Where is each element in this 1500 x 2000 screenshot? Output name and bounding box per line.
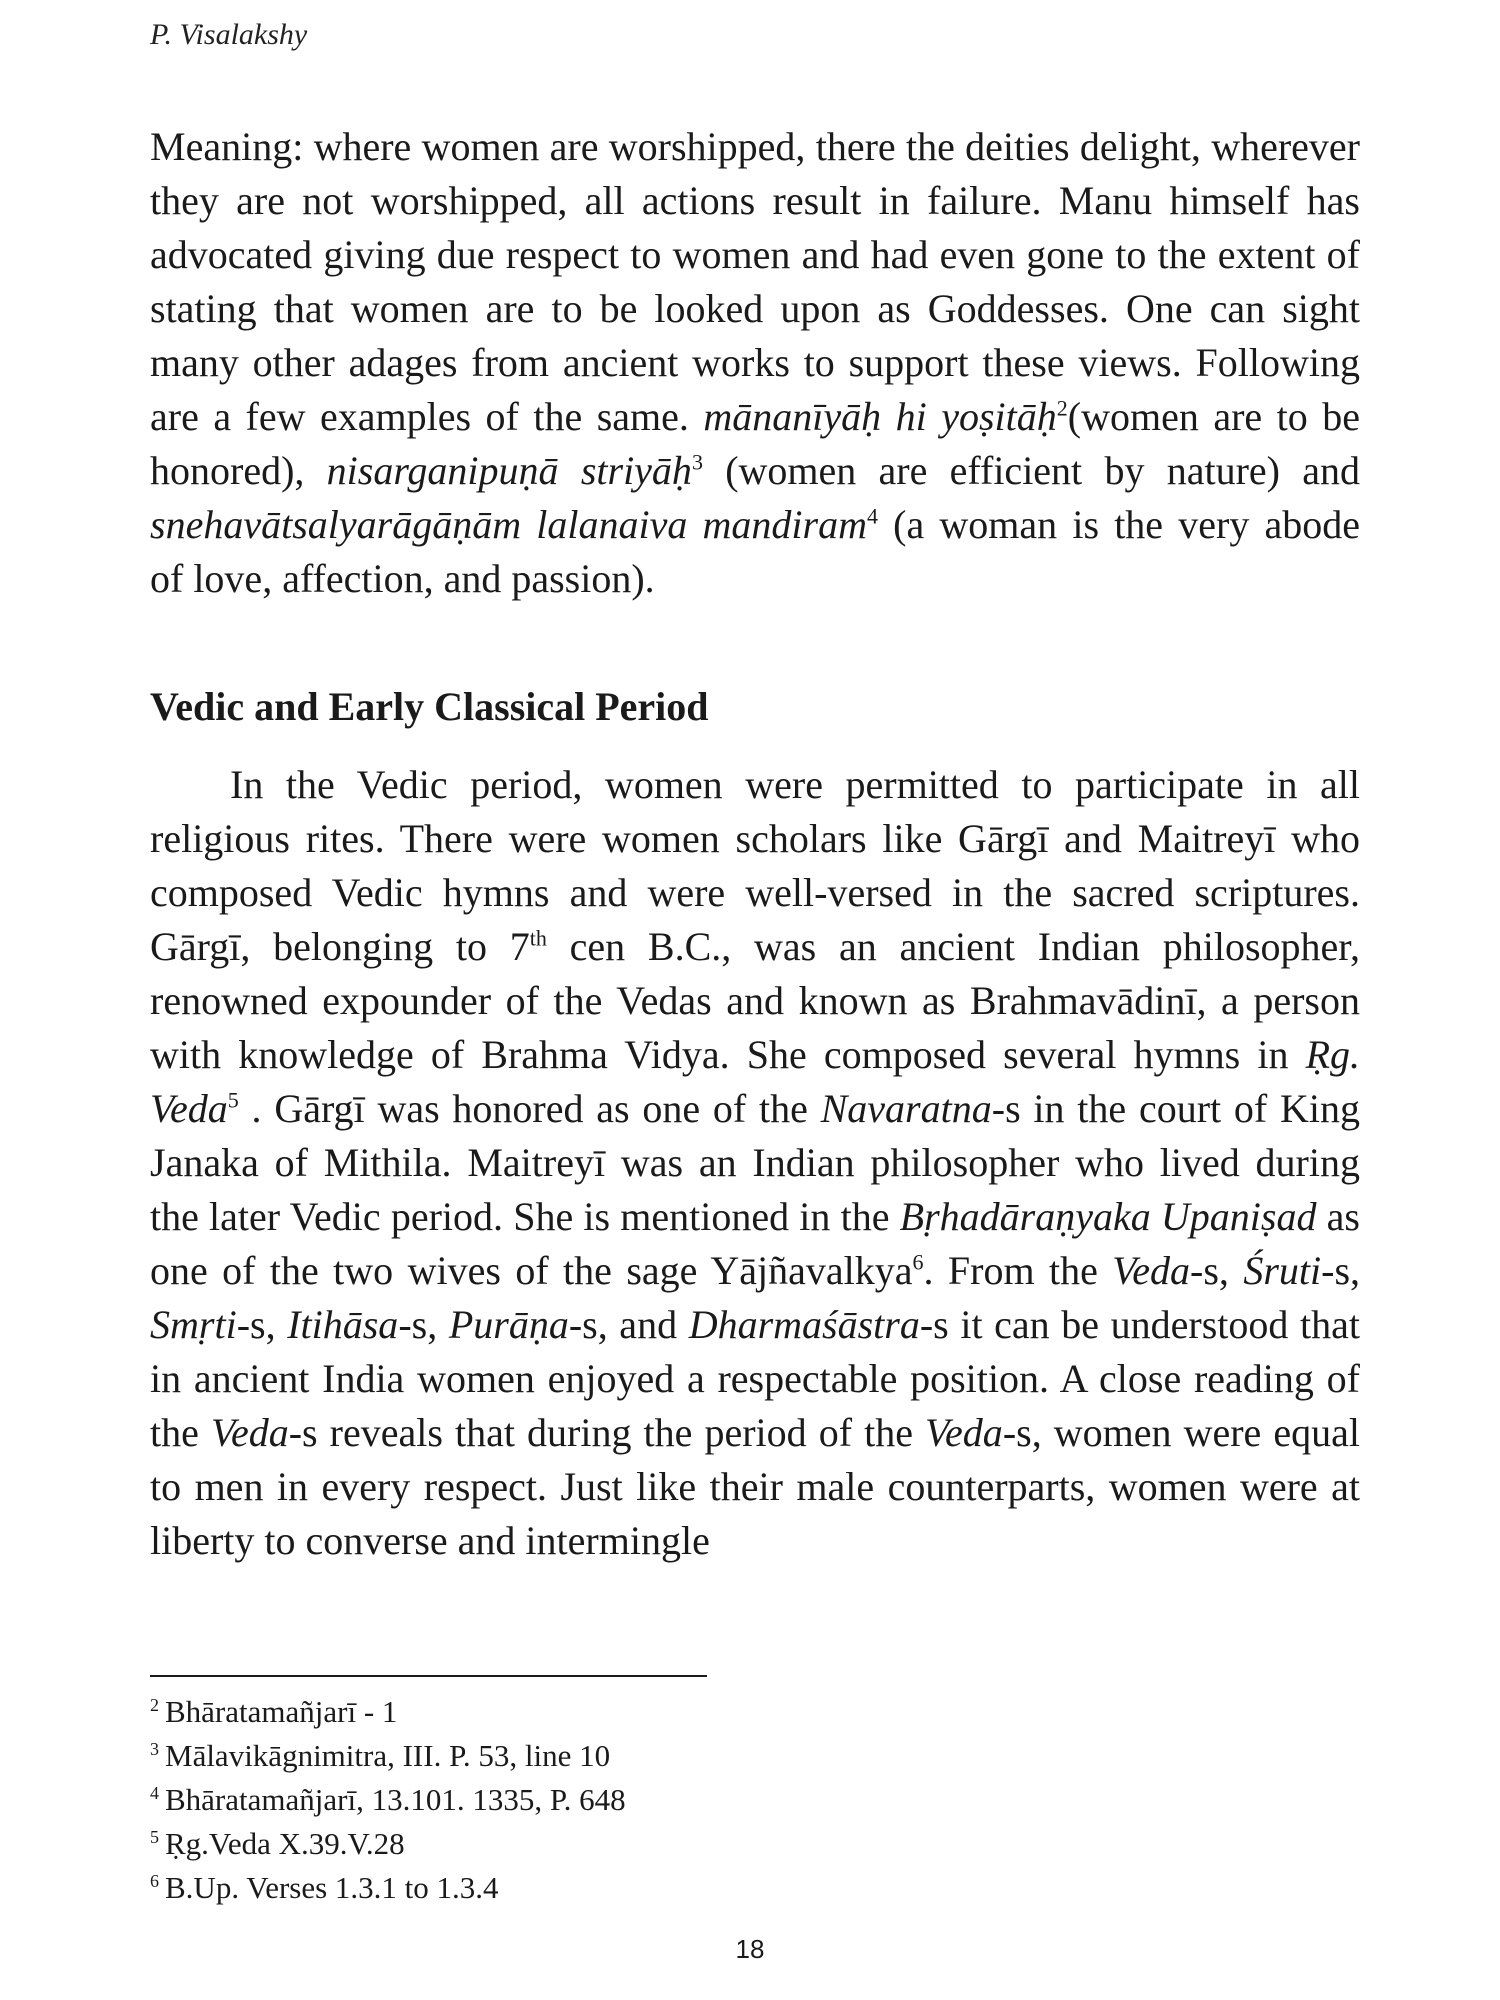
footnote-divider <box>150 1675 707 1677</box>
italic-term: Veda <box>1112 1248 1191 1293</box>
text-run: cen B.C., was an ancient Indian philosopher, renowned expounder of the Vedas and known as Brahmavādinī, a person with knowledge of Brahma Vidya. She composed several hymns in <box>150 924 1360 1077</box>
text-run: . From the <box>923 1248 1113 1293</box>
footnote-number: 2 <box>150 1694 159 1715</box>
footnote-number: 5 <box>150 1826 159 1847</box>
footnote-item <box>150 1734 1050 1778</box>
footnote-ref: 2 <box>1056 395 1068 421</box>
section-heading: Vedic and Early Classical Period <box>150 684 709 729</box>
footnote-text: Mālavikāgnimitra, III. P. 53, line 10 <box>165 1738 611 1773</box>
text-run: -s, and <box>568 1302 689 1347</box>
text-run: (a woman is the very abode of love, affection, and passion). <box>150 502 1360 601</box>
italic-term: Purāṇa <box>448 1302 569 1347</box>
footnote-number: 4 <box>150 1782 159 1803</box>
text-run: -s reveals that during the period of the <box>288 1410 926 1455</box>
page-number: 18 <box>735 1934 765 1964</box>
text-run: -s it can be understood that in ancient India women enjoyed a respectable position. A close reading of the <box>150 1302 1361 1455</box>
italic-term: Śruti <box>1243 1248 1322 1293</box>
text-run: Meaning: where women are worshipped, there the deities delight, wherever they are not worshipped, all actions result in failure. Manu himself has advocated giving due respect to women and had even gone to the extent of stating that women are to be looked upon as Goddesses. One can sight many other adages from ancient works to support these views. Following are a few examples of the same. <box>150 124 1360 439</box>
sanskrit-term: nisarganipuṇā striyāḥ <box>326 448 692 493</box>
footnotes <box>150 1690 1050 1910</box>
footnote-text: Bhāratamañjarī - 1 <box>165 1694 398 1729</box>
footnote-number: 6 <box>150 1870 159 1891</box>
footnote-item <box>150 1822 1050 1866</box>
paragraph-meaning <box>150 120 1360 606</box>
text-run: -s, <box>236 1302 288 1347</box>
footnote-ref: 6 <box>912 1249 924 1275</box>
running-head-author: P. Visalakshy <box>150 18 308 51</box>
footnote-item <box>150 1866 1050 1910</box>
footnote-ref: 5 <box>227 1087 239 1113</box>
italic-term: Navaratna <box>820 1086 992 1131</box>
footnote-text: Ṛg.Veda X.39.V.28 <box>165 1826 405 1861</box>
paragraph-vedic-period <box>150 758 1360 1568</box>
italic-term: Veda <box>925 1410 1003 1455</box>
text-run: . Gārgī was honored as one of the <box>238 1086 821 1131</box>
italic-term: Smṛti <box>150 1302 237 1347</box>
footnote-ref: 3 <box>691 449 703 475</box>
text-run: -s in the court of King Janaka of Mithila. Maitreyī was an Indian philosopher who lived during the later Vedic period. She is mentioned in the <box>150 1086 1360 1239</box>
text-run: -s, women were equal to men in every respect. Just like their male counterparts, women were at liberty to converse and intermingle <box>150 1410 1360 1563</box>
italic-term: Dharmaśāstra <box>688 1302 920 1347</box>
text-run: In the Vedic period, women were permitted to participate in all religious rites. There were women scholars like Gārgī and Maitreyī who composed Vedic hymns and were well-versed in the sacred scriptures. Gārgī, belonging to 7 <box>150 762 1360 969</box>
footnote-item <box>150 1690 1050 1734</box>
footnote-item <box>150 1778 1050 1822</box>
text-run: -s, <box>1321 1248 1361 1293</box>
italic-term: Bṛhadāraṇyaka Upaniṣad <box>899 1194 1317 1239</box>
italic-term: Veda <box>210 1410 289 1455</box>
footnote-ref: 4 <box>866 503 878 529</box>
italic-term: Itihāsa <box>287 1302 399 1347</box>
footnote-number: 3 <box>150 1738 159 1759</box>
text-run: -s, <box>398 1302 449 1347</box>
footnote-text: Bhāratamañjarī, 13.101. 1335, P. 648 <box>165 1782 626 1817</box>
text-run: -s, <box>1190 1248 1244 1293</box>
sanskrit-term: mānanīyāḥ hi yoṣitāḥ <box>703 394 1057 439</box>
text-run: as one of the two wives of the sage Yājñavalkya <box>150 1194 1360 1293</box>
footnote-text: B.Up. Verses 1.3.1 to 1.3.4 <box>165 1870 499 1905</box>
ordinal-superscript: th <box>529 925 547 951</box>
text-run: (women are to be honored), <box>150 394 1360 493</box>
text-run: (women are efficient by nature) and <box>702 448 1360 493</box>
sanskrit-term: snehavātsalyarāgāṇām lalanaiva mandiram <box>150 502 867 547</box>
italic-term: Ṛg. Veda <box>150 1032 1360 1131</box>
